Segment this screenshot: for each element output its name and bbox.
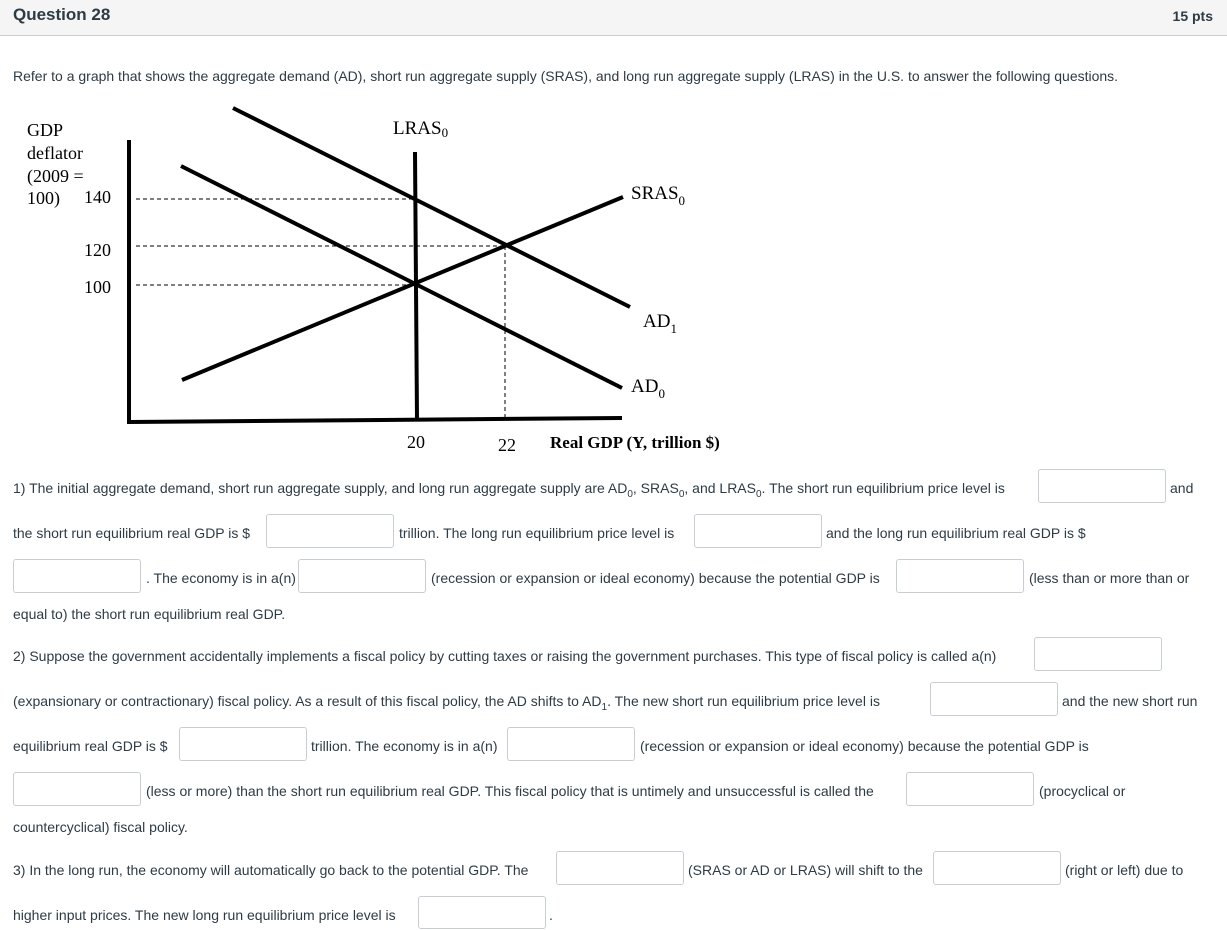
q2-line2 — [0, 682, 1227, 718]
x-tick-22: 22 — [498, 435, 516, 455]
q1-line4 — [0, 604, 1227, 626]
q3-text-1: 3) In the long run, the economy will automatically go back to the potential GDP. The — [13, 862, 529, 878]
question-points: 15 pts — [1172, 8, 1213, 24]
y-tick-120: 120 — [84, 240, 111, 260]
q2-line4 — [0, 772, 1227, 808]
y-tick-100: 100 — [84, 277, 111, 297]
x-axis — [129, 418, 622, 422]
sras-label: $SRAS_0$ — [631, 183, 686, 208]
y-axis-label-line2: deflator — [27, 143, 83, 163]
q1-potential-gdp-compare-input[interactable] — [896, 559, 1024, 593]
q3-new-lr-price-level-input[interactable] — [418, 896, 546, 929]
x-axis-label: Real GDP (Y, trillion $) — [550, 433, 720, 452]
q1-text-8: (less than or more than or — [1029, 570, 1190, 586]
q1-line3 — [0, 559, 1227, 595]
q2-new-sr-real-gdp-input[interactable] — [179, 727, 307, 761]
q1-lr-price-level-input[interactable] — [694, 514, 822, 548]
lras-label: LRAS0 — [393, 118, 449, 140]
q2-text-5: trillion. The economy is in a(n) — [311, 738, 498, 754]
ad1-label: $AD_1$ — [643, 311, 677, 336]
q2-text-6: (recession or expansion or ideal economy) because the potential GDP is — [640, 738, 1089, 754]
q2-new-sr-price-level-input[interactable] — [930, 682, 1058, 716]
ad-as-graph — [0, 95, 760, 457]
q1-text-7: (recession or expansion or ideal economy) because the potential GDP is — [431, 570, 880, 586]
q1-line1 — [0, 469, 1227, 505]
x-tick-20: 20 — [407, 432, 425, 452]
q1-line2 — [0, 514, 1227, 550]
q3-line1 — [0, 851, 1227, 887]
question-intro: Refer to a graph that shows the aggregate demand (AD), short run aggregate supply (SRAS), and long run aggregate supply (LRAS) in the U.S. to answer the following questions. — [13, 68, 1119, 84]
y-axis-label-line3: (2009 = — [27, 166, 84, 186]
y-tick-140: 140 — [84, 187, 111, 207]
q3-line2 — [0, 896, 1227, 930]
q2-text-2: (expansionary or contractionary) fiscal policy. As a result of this fiscal policy, the AD shifts to $AD_1$. The new short run equilibrium price level is — [13, 693, 880, 713]
q1-text-5: and the long run equilibrium real GDP is $ — [826, 525, 1086, 541]
q2-line1 — [0, 637, 1227, 673]
q3-text-3: (right or left) due to — [1065, 862, 1184, 878]
q3-text-5: . — [549, 907, 553, 923]
q2-potential-gdp-compare-input[interactable] — [13, 772, 141, 806]
q2-text-8: (procyclical or — [1039, 783, 1126, 799]
q2-text-9: countercyclical) fiscal policy. — [13, 819, 188, 835]
q2-text-3: and the new short run — [1062, 693, 1198, 709]
q1-text-9: equal to) the short run equilibrium real GDP. — [13, 606, 286, 622]
q1-text-4: trillion. The long run equilibrium price level is — [399, 525, 675, 541]
q3-text-4: higher input prices. The new long run equilibrium price level is — [13, 907, 396, 923]
q2-text-7: (less or more) than the short run equilibrium real GDP. This fiscal policy that is untimely and unsuccessful is called the — [146, 783, 874, 799]
y-axis-label-line4: 100) — [27, 188, 60, 208]
q2-text-1: 2) Suppose the government accidentally implements a fiscal policy by cutting taxes or raising the government purchases. This type of fiscal policy is called a(n) — [13, 648, 997, 664]
y-axis-label-line1: GDP — [27, 120, 64, 140]
q1-text-1: 1) The initial aggregate demand, short run aggregate supply, and long run aggregate supply are $AD_0$, $SRAS_0$, and $LRAS_0$. The short run equilibrium price level is — [13, 480, 1005, 500]
q2-line3 — [0, 727, 1227, 763]
question-title: Question 28 — [13, 5, 111, 24]
q1-text-6: . The economy is in a(n) — [146, 570, 296, 586]
q2-economy-state-input[interactable] — [507, 727, 635, 761]
q3-shift-direction-input[interactable] — [933, 851, 1061, 885]
ad0-label: $AD_0$ — [631, 376, 665, 401]
q3-curve-shift-input[interactable] — [556, 851, 684, 885]
q2-text-4: equilibrium real GDP is $ — [13, 738, 168, 754]
q2-policy-type-input[interactable] — [1034, 637, 1162, 671]
q1-sr-real-gdp-input[interactable] — [266, 514, 394, 548]
q1-lr-real-gdp-input[interactable] — [13, 559, 141, 593]
q2-line5 — [0, 817, 1227, 839]
q1-text-2: and — [1170, 480, 1194, 496]
q3-text-2: (SRAS or AD or LRAS) will shift to the — [688, 862, 923, 878]
question-header — [0, 0, 1227, 36]
q1-text-3: the short run equilibrium real GDP is $ — [13, 525, 251, 541]
q1-economy-state-input[interactable] — [298, 559, 426, 593]
q1-sr-price-level-input[interactable] — [1038, 469, 1166, 503]
q2-fiscal-policy-kind-input[interactable] — [906, 772, 1034, 806]
sras-curve — [182, 197, 623, 380]
